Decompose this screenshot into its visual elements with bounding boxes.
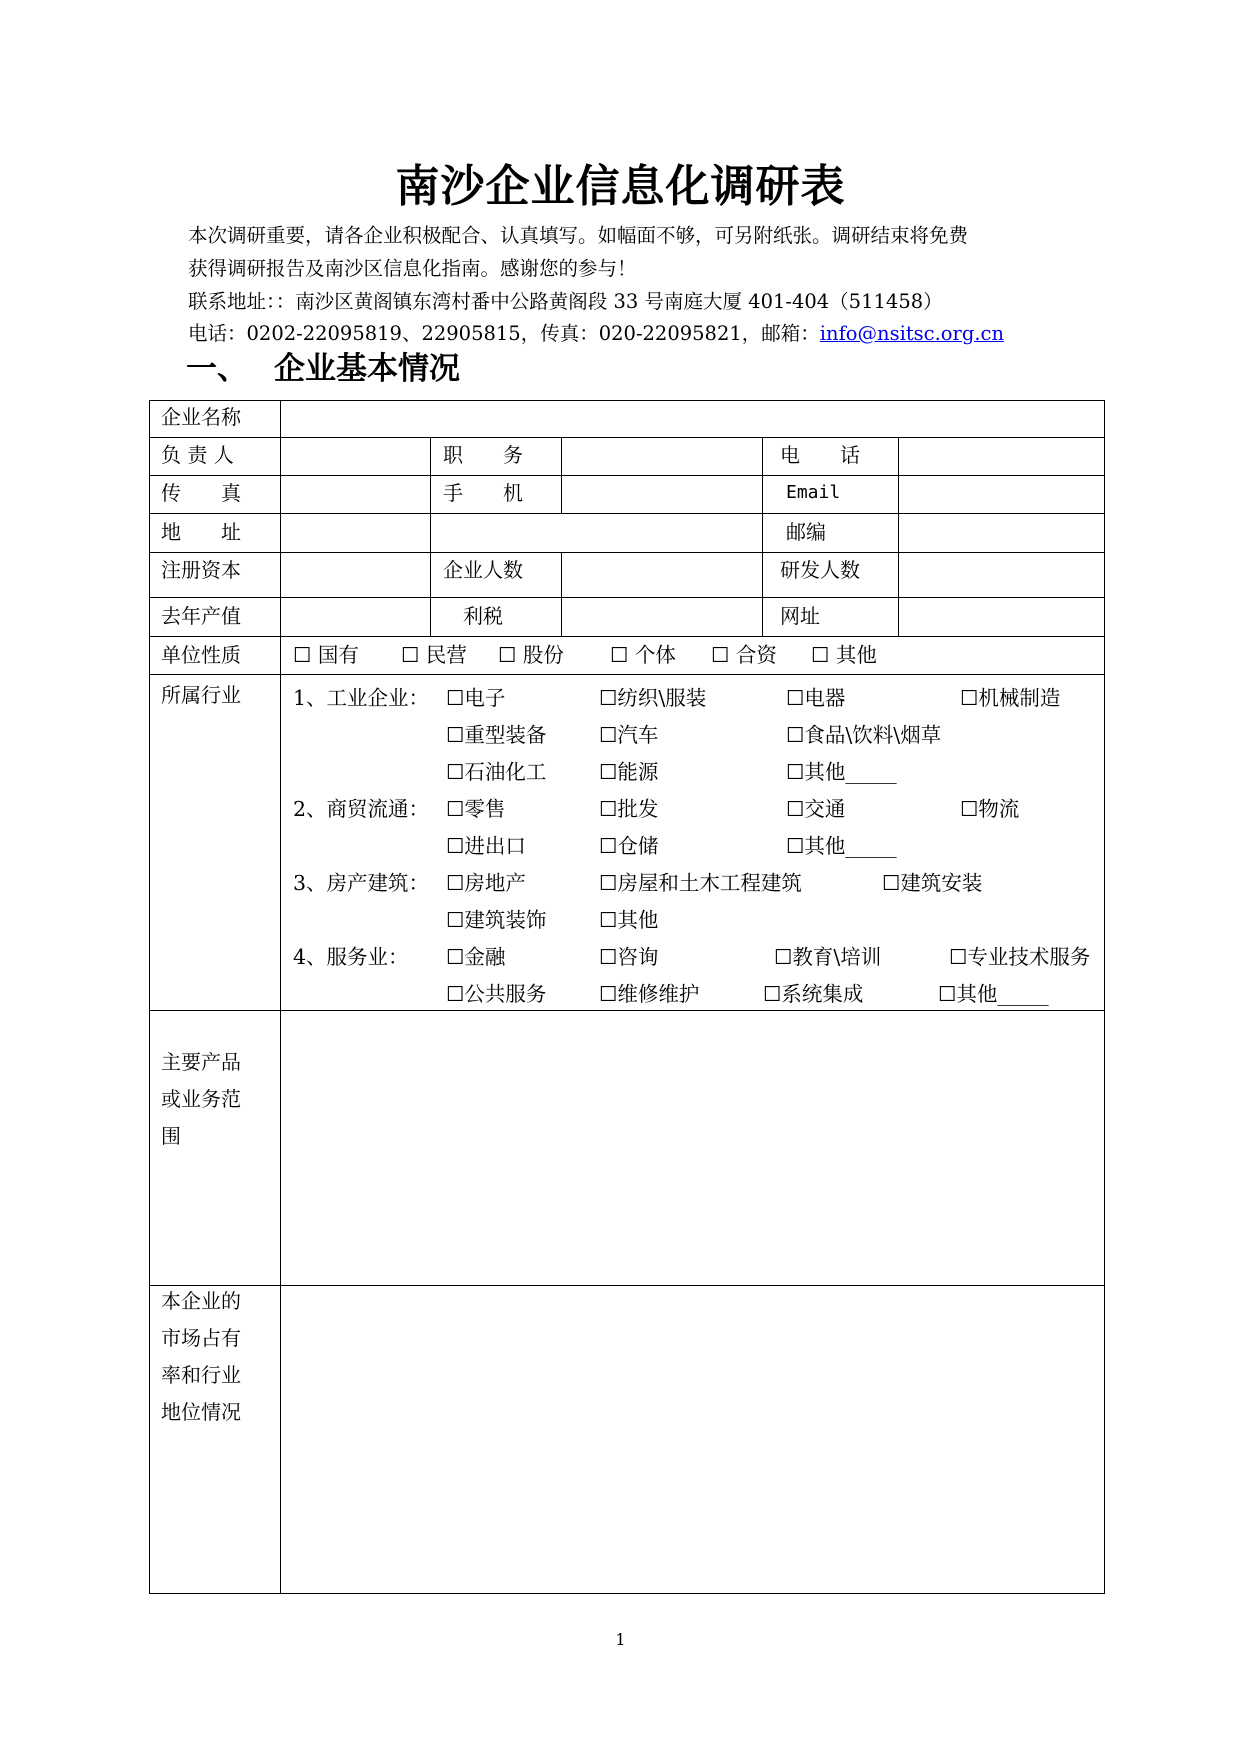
industry-option[interactable]: ☐建筑装饰: [446, 908, 547, 932]
registered-capital-field[interactable]: [284, 555, 426, 595]
phone-field[interactable]: [902, 440, 1100, 473]
table-line: [280, 400, 281, 1594]
email-link[interactable]: info@nsitsc.org.cn: [819, 322, 1005, 345]
table-line: [149, 475, 1105, 476]
industry-option[interactable]: ☐其他_____: [786, 834, 897, 858]
industry-option[interactable]: ☐汽车: [599, 723, 659, 747]
section-title: 企业基本情况: [274, 351, 460, 387]
label-rd-staff: 研发人数: [780, 558, 860, 582]
label-email: Email: [786, 482, 841, 503]
industry-option[interactable]: ☐咨询: [599, 945, 659, 969]
table-line: [149, 674, 1105, 675]
table-border-right: [1104, 400, 1105, 1594]
industry-option[interactable]: ☐维修维护: [599, 982, 700, 1006]
nature-option-joint-venture[interactable]: ☐ 合资: [711, 643, 777, 667]
label-nature: 单位性质: [161, 643, 241, 667]
industry-option[interactable]: ☐其他_____: [786, 760, 897, 784]
manager-field[interactable]: [284, 440, 426, 473]
table-line: [149, 636, 1105, 637]
label-market: 地位情况: [161, 1400, 241, 1424]
industry-option[interactable]: ☐石油化工: [446, 760, 547, 784]
company-info-table: [149, 400, 1105, 1594]
label-postcode: 邮编: [786, 520, 826, 544]
intro-line-1: 本次调研重要，请各企业积极配合、认真填写。如幅面不够，可另附纸张。调研结束将免费: [188, 224, 969, 247]
position-field[interactable]: [565, 440, 758, 473]
nature-option-other[interactable]: ☐ 其他: [811, 643, 877, 667]
contact-phone-fax: 电话：0202-22095819、22905815，传真：020-22095821，邮箱：: [188, 322, 820, 345]
address-field[interactable]: [284, 516, 758, 550]
label-manager: 负 责 人: [161, 443, 234, 467]
industry-option[interactable]: ☐交通: [786, 797, 846, 821]
company-name-field[interactable]: [284, 403, 1100, 435]
industry-option[interactable]: ☐其他_____: [938, 982, 1049, 1006]
table-line: [149, 597, 1105, 598]
mobile-field[interactable]: [565, 478, 758, 511]
fax-field[interactable]: [284, 478, 426, 511]
employees-field[interactable]: [565, 555, 758, 595]
table-line: [762, 437, 763, 637]
rd-staff-field[interactable]: [902, 555, 1100, 595]
table-line: [149, 437, 1105, 438]
website-field[interactable]: [902, 600, 1100, 634]
table-line: [561, 437, 562, 513]
label-position: 职 务: [443, 443, 523, 467]
profit-tax-field[interactable]: [565, 600, 758, 634]
email-field[interactable]: [902, 478, 1100, 511]
nature-option-individual[interactable]: ☐ 个体: [610, 643, 676, 667]
industry-option[interactable]: ☐电子: [446, 686, 506, 710]
industry-option[interactable]: ☐进出口: [446, 834, 526, 858]
industry-option[interactable]: ☐能源: [599, 760, 659, 784]
industry-category-trade: 2、商贸流通：: [293, 797, 430, 821]
nature-option-private[interactable]: ☐ 民营: [401, 643, 467, 667]
label-company-name: 企业名称: [161, 405, 241, 429]
contact-address: 联系地址：：南沙区黄阁镇东湾村番中公路黄阁段 33 号南庭大厦 401-404（511458）: [188, 290, 943, 313]
last-year-output-field[interactable]: [284, 600, 426, 634]
label-phone: 电 话: [780, 443, 860, 467]
industry-option[interactable]: ☐机械制造: [960, 686, 1061, 710]
table-border-top: [149, 400, 1105, 401]
intro-line-2: 获得调研报告及南沙区信息化指南。感谢您的参与！: [188, 257, 637, 280]
industry-option[interactable]: ☐电器: [786, 686, 846, 710]
industry-option[interactable]: ☐零售: [446, 797, 506, 821]
label-products: 或业务范: [161, 1087, 241, 1111]
industry-option[interactable]: ☐食品\饮料\烟草: [786, 723, 942, 747]
contact-phone-fax-email: [188, 318, 1004, 346]
products-textarea[interactable]: [284, 1014, 1100, 1282]
industry-category-construction: 3、房产建筑：: [293, 871, 430, 895]
label-profit-tax: 利税: [463, 604, 503, 628]
label-website: 网址: [780, 604, 820, 628]
section-number: 一、: [186, 351, 248, 387]
label-products: 主要产品: [161, 1050, 241, 1074]
industry-option[interactable]: ☐其他: [599, 908, 659, 932]
industry-category-manufacturing: 1、工业企业：: [293, 686, 430, 710]
industry-option[interactable]: ☐建筑安装: [882, 871, 983, 895]
industry-option[interactable]: ☐纺织\服装: [599, 686, 707, 710]
postcode-field[interactable]: [902, 516, 1100, 550]
industry-option[interactable]: ☐专业技术服务: [949, 945, 1091, 969]
label-industry: 所属行业: [161, 683, 241, 707]
industry-option[interactable]: ☐教育\培训: [774, 945, 882, 969]
table-line: [149, 1010, 1105, 1011]
table-line: [149, 1285, 1105, 1286]
industry-option[interactable]: ☐房屋和土木工程建筑: [599, 871, 802, 895]
industry-option[interactable]: ☐仓储: [599, 834, 659, 858]
label-registered-capital: 注册资本: [161, 558, 241, 582]
label-market: 本企业的: [161, 1289, 241, 1313]
label-fax: 传 真: [161, 481, 241, 505]
label-address: 地 址: [161, 520, 241, 544]
industry-option[interactable]: ☐系统集成: [763, 982, 864, 1006]
label-last-year-output: 去年产值: [161, 604, 241, 628]
industry-option[interactable]: ☐公共服务: [446, 982, 547, 1006]
nature-option-joint-stock[interactable]: ☐ 股份: [498, 643, 564, 667]
label-employees: 企业人数: [443, 558, 523, 582]
section-heading: [186, 343, 460, 388]
form-title: 南沙企业信息化调研表: [395, 161, 846, 212]
table-line: [898, 437, 899, 637]
industry-option[interactable]: ☐物流: [960, 797, 1020, 821]
page-number: 1: [615, 1630, 626, 1649]
label-mobile: 手 机: [443, 481, 523, 505]
label-market: 市场占有: [161, 1326, 241, 1350]
table-line: [149, 513, 1105, 514]
table-border-left: [149, 400, 150, 1594]
table-border-bottom: [149, 1593, 1105, 1594]
table-line: [149, 552, 1105, 553]
industry-option[interactable]: ☐金融: [446, 945, 506, 969]
industry-category-services: 4、服务业：: [293, 945, 409, 969]
industry-option[interactable]: ☐重型装备: [446, 723, 547, 747]
nature-option-state-owned[interactable]: ☐ 国有: [293, 643, 359, 667]
industry-option[interactable]: ☐批发: [599, 797, 659, 821]
industry-option[interactable]: ☐房地产: [446, 871, 526, 895]
table-line: [561, 552, 562, 637]
label-products: 围: [161, 1124, 181, 1148]
label-market: 率和行业: [161, 1363, 241, 1387]
market-textarea[interactable]: [284, 1289, 1100, 1589]
